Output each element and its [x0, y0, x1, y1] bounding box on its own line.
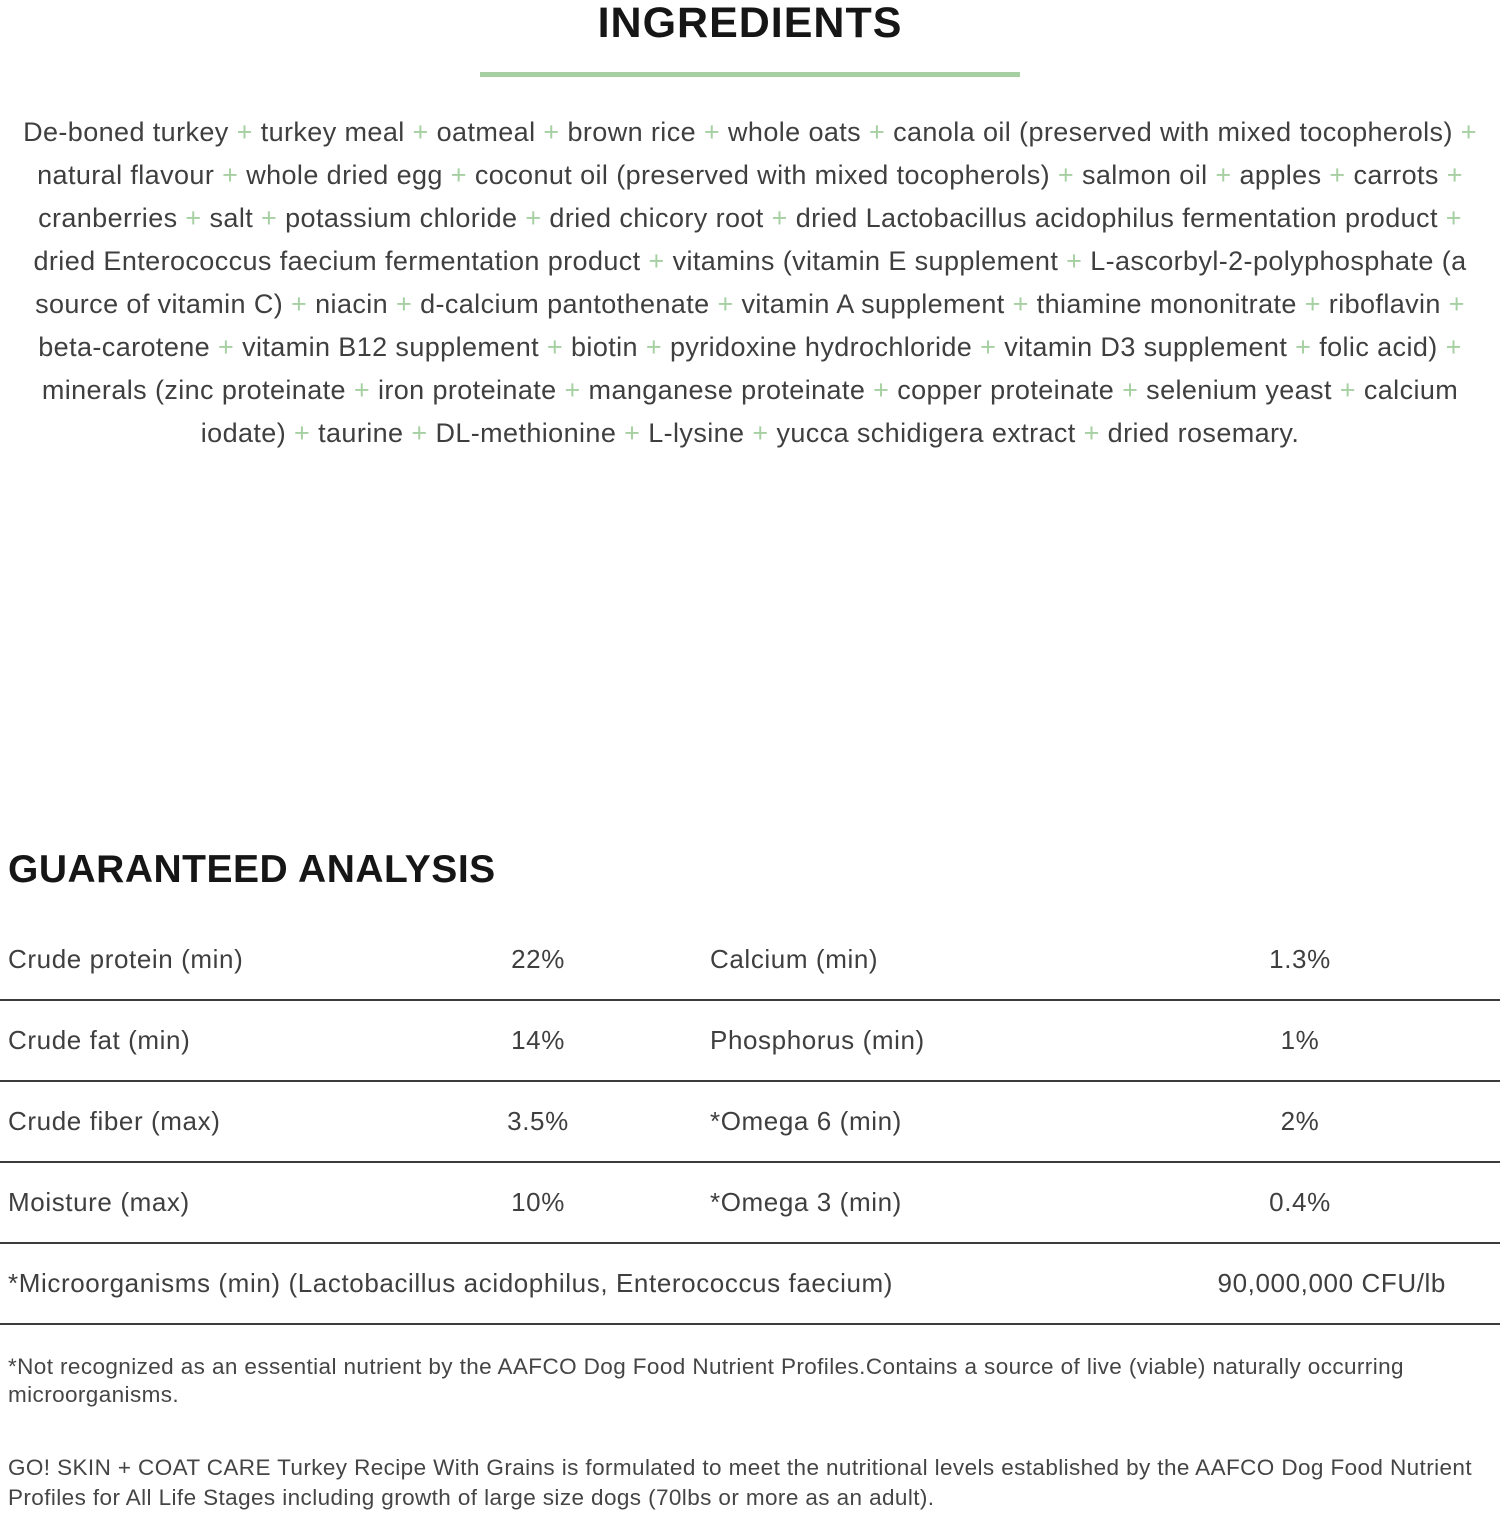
- ingredients-list-text: [14, 111, 1486, 455]
- ingredient-item: yucca schidigera extract: [776, 418, 1076, 448]
- analysis-value: 1.3%: [1269, 944, 1331, 974]
- ingredient-item: calcium iodate): [200, 375, 1459, 448]
- guaranteed-analysis-section: [0, 848, 1500, 1325]
- analysis-label: Phosphorus (min): [710, 1025, 925, 1055]
- ingredient-item: dried Lactobacillus acidophilus fermentation product: [795, 203, 1438, 233]
- ingredient-item: pyridoxine hydrochloride: [669, 332, 973, 362]
- plus-separator-icon: +: [214, 160, 247, 190]
- plus-separator-icon: +: [865, 375, 898, 405]
- ingredient-item: thiamine mononitrate: [1036, 289, 1297, 319]
- plus-separator-icon: +: [1004, 289, 1037, 319]
- ingredient-item: carrots: [1353, 160, 1439, 190]
- analysis-row: [0, 1001, 1500, 1082]
- analysis-value: 22%: [511, 944, 565, 974]
- plus-separator-icon: +: [972, 332, 1005, 362]
- plus-separator-icon: +: [286, 418, 319, 448]
- ingredient-item: folic acid): [1319, 332, 1438, 362]
- ingredient-item: minerals (zinc proteinate: [41, 375, 346, 405]
- plus-separator-icon: +: [709, 289, 742, 319]
- analysis-label: Crude fat (min): [8, 1025, 191, 1055]
- plus-separator-icon: +: [1437, 203, 1462, 233]
- plus-separator-icon: +: [637, 332, 670, 362]
- ingredient-item: dried chicory root: [549, 203, 764, 233]
- plus-separator-icon: +: [1058, 246, 1091, 276]
- plus-separator-icon: +: [1287, 332, 1320, 362]
- analysis-row: [0, 1082, 1500, 1163]
- plus-separator-icon: +: [177, 203, 210, 233]
- plus-separator-icon: +: [442, 160, 475, 190]
- ingredient-item: whole dried egg: [246, 160, 443, 190]
- ingredient-item: vitamin A supplement: [741, 289, 1005, 319]
- ingredient-item: taurine: [318, 418, 404, 448]
- analysis-value: 2%: [1280, 1106, 1320, 1136]
- ingredient-item: whole oats: [728, 117, 862, 147]
- plus-separator-icon: +: [1437, 332, 1462, 362]
- ingredient-item: natural flavour: [37, 160, 215, 190]
- plus-separator-icon: +: [345, 375, 378, 405]
- analysis-label: Crude protein (min): [8, 944, 244, 974]
- analysis-label: Calcium (min): [710, 944, 879, 974]
- plus-separator-icon: +: [283, 289, 316, 319]
- plus-separator-icon: +: [1049, 160, 1082, 190]
- ingredient-item: copper proteinate: [897, 375, 1115, 405]
- plus-separator-icon: +: [253, 203, 286, 233]
- ingredient-item: salt: [209, 203, 254, 233]
- guaranteed-analysis-table: [0, 920, 1500, 1325]
- plus-separator-icon: +: [1452, 117, 1477, 147]
- analysis-label: Crude fiber (max): [8, 1106, 221, 1136]
- plus-separator-icon: +: [744, 418, 777, 448]
- ingredient-item: riboflavin: [1328, 289, 1441, 319]
- ingredient-item: manganese proteinate: [588, 375, 866, 405]
- ingredient-item: canola oil (preserved with mixed tocopherols): [893, 117, 1453, 147]
- plus-separator-icon: +: [763, 203, 796, 233]
- plus-separator-icon: +: [696, 117, 728, 147]
- analysis-value: 3.5%: [507, 1106, 569, 1136]
- plus-separator-icon: +: [388, 289, 421, 319]
- footnote-aafco: *Not recognized as an essential nutrient by the AAFCO Dog Food Nutrient Profiles.Contains a source of live (viable) naturally occurring microorganisms.: [8, 1354, 1404, 1407]
- analysis-value: 14%: [511, 1025, 565, 1055]
- ingredient-item: vitamin D3 supplement: [1004, 332, 1288, 362]
- ingredient-item: cranberries: [38, 203, 178, 233]
- plus-separator-icon: +: [1438, 160, 1463, 190]
- ingredient-item: potassium chloride: [285, 203, 518, 233]
- ingredient-item: apples: [1239, 160, 1322, 190]
- ingredient-item: turkey meal: [260, 117, 405, 147]
- plus-separator-icon: +: [1440, 289, 1465, 319]
- ingredient-item: dried rosemary.: [1107, 418, 1300, 448]
- analysis-label: *Microorganisms (min) (Lactobacillus acidophilus, Enterococcus faecium): [8, 1268, 894, 1298]
- ingredient-item: beta-carotene: [38, 332, 211, 362]
- plus-separator-icon: +: [1296, 289, 1329, 319]
- ingredients-title: INGREDIENTS: [597, 0, 903, 47]
- plus-separator-icon: +: [1207, 160, 1240, 190]
- ingredient-item: L-lysine: [648, 418, 745, 448]
- plus-separator-icon: +: [616, 418, 649, 448]
- analysis-label: Moisture (max): [8, 1187, 190, 1217]
- ingredient-item: vitamin B12 supplement: [242, 332, 540, 362]
- ingredient-item: L-ascorbyl-2-polyphosphate (a source of vitamin C): [35, 246, 1467, 319]
- plus-separator-icon: +: [210, 332, 243, 362]
- ingredient-item: oatmeal: [436, 117, 536, 147]
- ingredient-item: vitamins (vitamin E supplement: [672, 246, 1059, 276]
- ingredient-item: iron proteinate: [377, 375, 557, 405]
- analysis-row: [0, 920, 1500, 1001]
- plus-separator-icon: +: [1321, 160, 1354, 190]
- ingredient-item: selenium yeast: [1146, 375, 1332, 405]
- plus-separator-icon: +: [1114, 375, 1147, 405]
- analysis-value: 90,000,000 CFU/lb: [1217, 1268, 1446, 1298]
- analysis-value: 10%: [511, 1187, 565, 1217]
- ingredient-item: brown rice: [567, 117, 697, 147]
- footnotes: [0, 1353, 1500, 1513]
- analysis-label: *Omega 6 (min): [710, 1106, 902, 1136]
- ingredient-item: coconut oil (preserved with mixed tocopherols): [474, 160, 1050, 190]
- plus-separator-icon: +: [1075, 418, 1108, 448]
- ingredient-item: d-calcium pantothenate: [420, 289, 710, 319]
- plus-separator-icon: +: [228, 117, 261, 147]
- analysis-value: 0.4%: [1269, 1187, 1331, 1217]
- plus-separator-icon: +: [556, 375, 589, 405]
- ingredient-item: DL-methionine: [435, 418, 617, 448]
- analysis-value: 1%: [1280, 1025, 1320, 1055]
- ingredient-item: biotin: [571, 332, 638, 362]
- plus-separator-icon: +: [517, 203, 550, 233]
- plus-separator-icon: +: [861, 117, 894, 147]
- ingredient-item: De-boned turkey: [23, 117, 229, 147]
- plus-separator-icon: +: [403, 418, 436, 448]
- analysis-row: [0, 1163, 1500, 1244]
- plus-separator-icon: +: [404, 117, 437, 147]
- plus-separator-icon: +: [539, 332, 572, 362]
- analysis-label: *Omega 3 (min): [710, 1187, 902, 1217]
- guaranteed-analysis-title: GUARANTEED ANALYSIS: [8, 848, 496, 891]
- ingredient-item: dried Enterococcus faecium fermentation product: [33, 246, 641, 276]
- ingredient-item: niacin: [315, 289, 389, 319]
- plus-separator-icon: +: [1331, 375, 1364, 405]
- footnote-formulation: GO! SKIN + COAT CARE Turkey Recipe With Grains is formulated to meet the nutritional levels established by the AAFCO Dog Food Nutrient Profiles for All Life Stages including growth of large size dogs (70lbs or more as an adult).: [8, 1455, 1472, 1510]
- plus-separator-icon: +: [535, 117, 568, 147]
- ingredient-item: salmon oil: [1081, 160, 1208, 190]
- analysis-row-microorganisms: [0, 1244, 1500, 1325]
- plus-separator-icon: +: [640, 246, 673, 276]
- green-divider: [480, 72, 1020, 77]
